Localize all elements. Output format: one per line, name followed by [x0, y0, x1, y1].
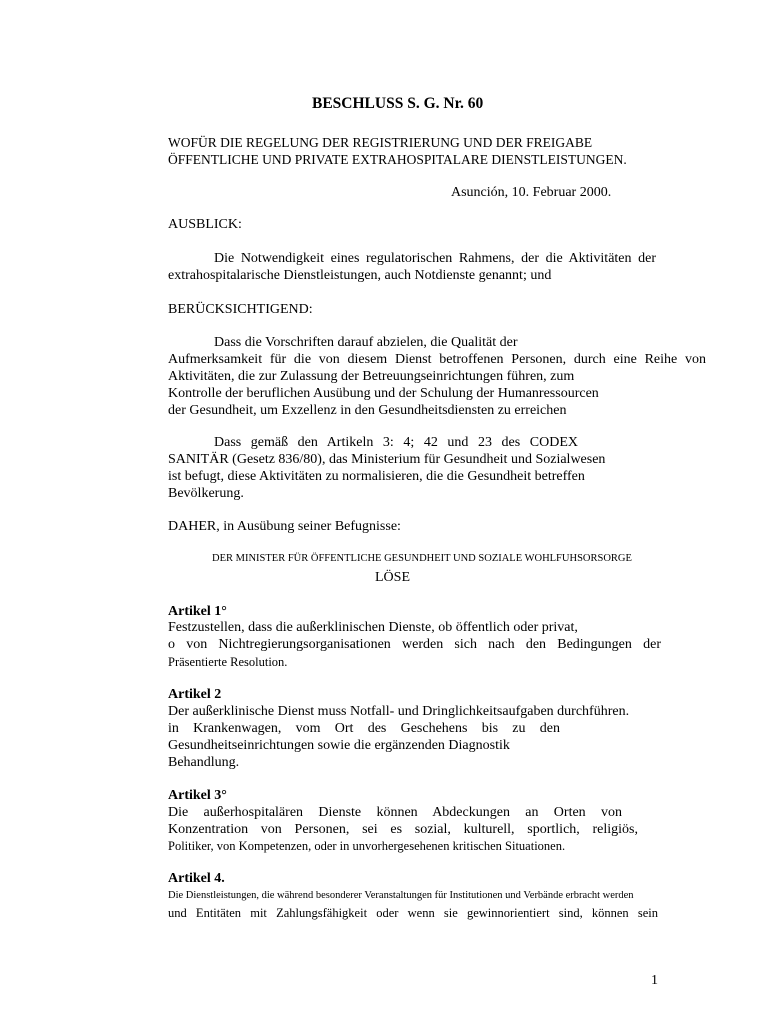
article-1-line: Festzustellen, dass die außerklinischen Dienste, ob öffentlich oder privat, — [168, 620, 578, 635]
beruecksichtigend-paragraph-line: Aktivitäten, die zur Zulassung der Betreuungseinrichtungen führen, zum — [168, 369, 575, 384]
article-2-heading: Artikel 2 — [168, 687, 222, 702]
article-3-line: Konzentration von Personen, sei es sozial, kulturell, sportlich, religiös, — [168, 822, 638, 837]
ausblick-heading: AUSBLICK: — [168, 217, 242, 232]
article-2-line: in Krankenwagen, vom Ort des Geschehens bis zu den — [168, 721, 560, 736]
daher-line: DAHER, in Ausübung seiner Befugnisse: — [168, 519, 401, 534]
article-4-line: und Entitäten mit Zahlungsfähigkeit oder wenn sie gewinnorientiert sind, können sein — [168, 906, 658, 920]
place-date: Asunción, 10. Februar 2000. — [451, 185, 612, 200]
article-1-heading: Artikel 1° — [168, 604, 227, 619]
article-1-line: o von Nichtregierungsorganisationen werden sich nach den Bedingungen der — [168, 637, 661, 652]
beruecksichtigend-paragraph-line: Bevölkerung. — [168, 486, 244, 501]
beruecksichtigend-paragraph-line: SANITÄR (Gesetz 836/80), das Ministerium für Gesundheit und Sozialwesen — [168, 452, 606, 467]
article-3-line: Die außerhospitalären Dienste können Abdeckungen an Orten von — [168, 805, 622, 820]
page-number: 1 — [651, 973, 658, 988]
article-3-heading: Artikel 3° — [168, 788, 227, 803]
article-2-line: Behandlung. — [168, 755, 240, 770]
minister-line: DER MINISTER FÜR ÖFFENTLICHE GESUNDHEIT UND SOZIALE WOHLFUHSORSORGE — [212, 553, 632, 564]
article-2-line: Gesundheitseinrichtungen sowie die ergänzenden Diagnostik — [168, 738, 510, 753]
document-title: BESCHLUSS S. G. Nr. 60 — [312, 95, 484, 112]
article-2-line: Der außerklinische Dienst muss Notfall- und Dringlichkeitsaufgaben durchführen. — [168, 704, 630, 719]
article-3-line: Politiker, von Kompetenzen, oder in unvorhergesehenen kritischen Situationen. — [168, 839, 566, 853]
beruecksichtigend-paragraph-line: Dass die Vorschriften darauf abzielen, die Qualität der — [214, 335, 518, 350]
beruecksichtigend-heading: BERÜCKSICHTIGEND: — [168, 302, 313, 317]
article-4-heading: Artikel 4. — [168, 871, 225, 886]
subtitle-line-1: WOFÜR DIE REGELUNG DER REGISTRIERUNG UND DER FREIGABE — [168, 135, 593, 150]
beruecksichtigend-paragraph-line: Kontrolle der beruflichen Ausübung und der Schulung der Humanressourcen — [168, 386, 599, 401]
subtitle-line-2: ÖFFENTLICHE UND PRIVATE EXTRAHOSPITALARE DIENSTLEISTUNGEN. — [168, 152, 627, 167]
beruecksichtigend-paragraph-line: Aufmerksamkeit für die von diesem Dienst betroffenen Personen, durch eine Reihe von — [168, 352, 706, 367]
beruecksichtigend-paragraph-line: Dass gemäß den Artikeln 3: 4; 42 und 23 des CODEX — [214, 435, 578, 450]
article-4-line: Die Dienstleistungen, die während besonderer Veranstaltungen für Institutionen und Verbände erbracht werden — [168, 890, 634, 901]
loese-heading: LÖSE — [375, 570, 410, 585]
ausblick-paragraph-line: extrahospitalarische Dienstleistungen, auch Notdienste genannt; und — [168, 268, 552, 283]
article-1-line: Präsentierte Resolution. — [168, 655, 288, 669]
beruecksichtigend-paragraph-line: ist befugt, diese Aktivitäten zu normalisieren, die die Gesundheit betreffen — [168, 469, 585, 484]
ausblick-paragraph-line: Die Notwendigkeit eines regulatorischen Rahmens, der die Aktivitäten der — [214, 251, 656, 266]
beruecksichtigend-paragraph-line: der Gesundheit, um Exzellenz in den Gesundheitsdiensten zu erreichen — [168, 403, 567, 418]
